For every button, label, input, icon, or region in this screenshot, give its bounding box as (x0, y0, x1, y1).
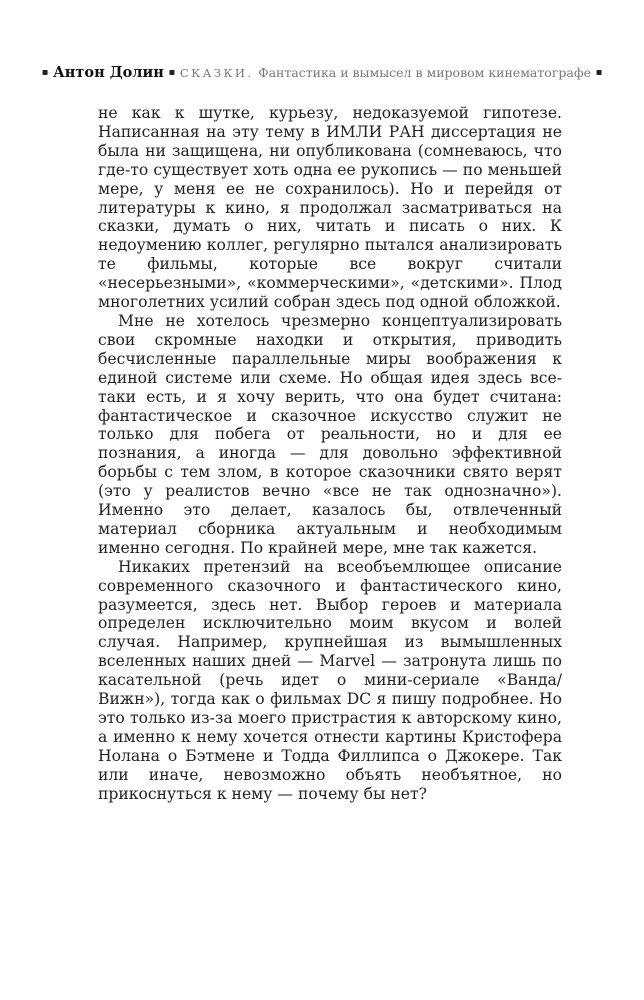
header-bullet-left: ▪ (41, 67, 49, 78)
header-bullet-right: ▪ (595, 67, 603, 78)
header-series-title: СКАЗКИ. (179, 66, 254, 80)
paragraph-1: не как к шутке, курьезу, недоказуемой гипотезе. Написанная на эту тему в ИМЛИ РАН диссертация не была ни защищена, ни опубликована (сомневаюсь, что где-то существует хоть одна ее рукопись — по меньшей мере, у меня ее не сохранилось). Но и перейдя от литературы к кино, я продолжал засматриваться на сказки, думать о них, читать и писать о них. К недоумению коллег, регулярно пытался анализировать те фильмы, которые все вокруг считали «несерьезными», «коммерческими», «детскими». Плод многолетних усилий собран здесь под одной обложкой. (98, 104, 562, 312)
running-header (0, 64, 644, 81)
header-author: Антон Долин (53, 64, 164, 81)
paragraph-2: Мне не хотелось чрезмерно концептуализировать свои скромные находки и открытия, приводить бесчисленные параллельные миры воображения к единой системе или схеме. Но общая идея здесь все-таки есть, и я хочу верить, что она будет считана: фантастическое и сказочное искусство служит не только для побега от реальности, но и для ее познания, а иногда — для довольно эффективной борьбы с тем злом, в которое сказочники свято верят (это у реалистов вечно «все не так однозначно»). Именно это делает, казалось бы, отвлеченный материал сборника актуальным и необходимым именно сегодня. По крайней мере, мне так кажется. (98, 311, 562, 557)
header-bullet-mid: ▪ (168, 67, 176, 78)
body-text (98, 104, 562, 804)
paragraph-3: Никаких претензий на всеобъемлющее описание современного сказочного и фантастического кино, разумеется, здесь нет. Выбор героев и материала определен исключительно моим вкусом и волей случая. Например, крупнейшая из вымышленных вселенных наших дней — Marvel — затронута лишь по касательной (речь идет о мини-сериале «Ванда/Вижн»), тогда как о фильмах DC я пишу подробнее. Но это только из-за моего пристрастия к авторскому кино, а именно к нему хочется отнести картины Кристофера Нолана о Бэтмене и Тодда Филлипса о Джокере. Так или иначе, невозможно объять необъятное, но прикоснуться к нему — почему бы нет? (98, 557, 562, 803)
header-subtitle: Фантастика и вымысел в мировом кинематографе (258, 65, 591, 80)
